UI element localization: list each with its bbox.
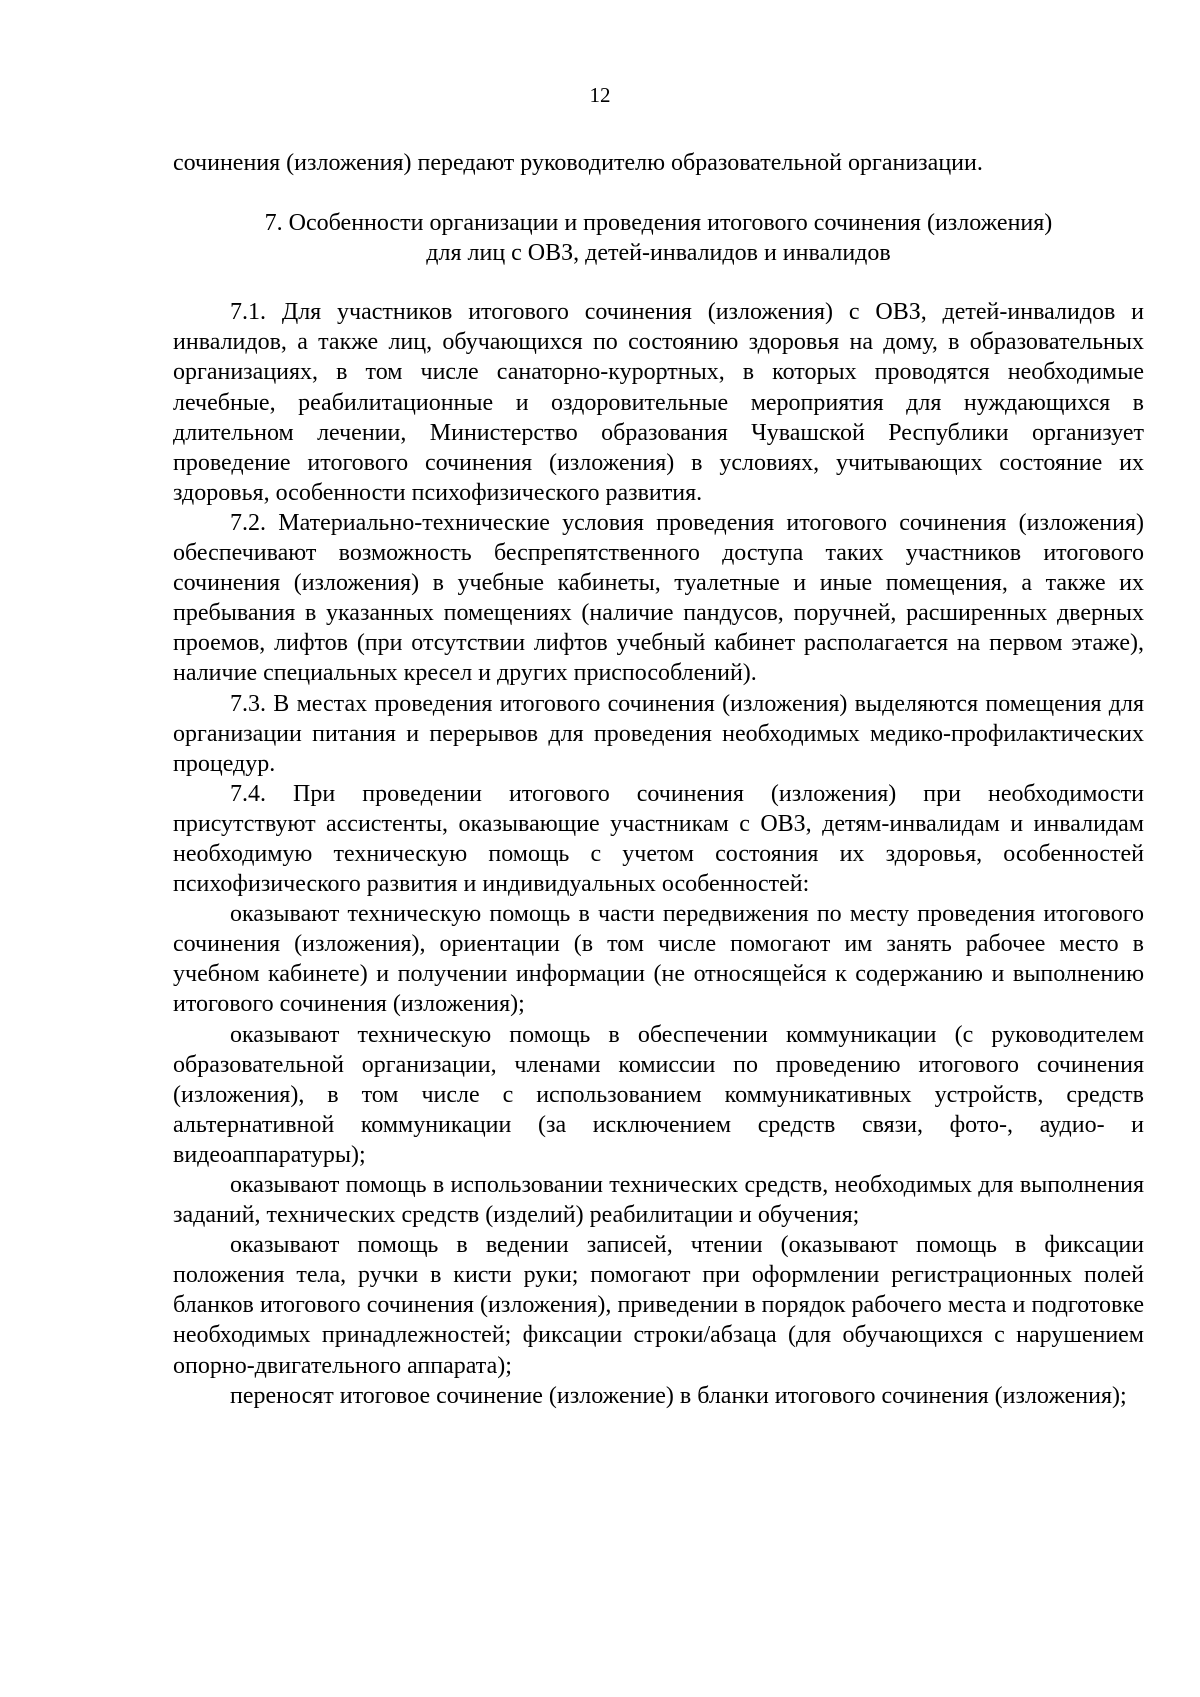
paragraph-7-1: 7.1. Для участников итогового сочинения (изложения) с ОВЗ, детей-инвалидов и инвалидов, а также лиц, обучающихся по состоянию здоровья на дому, в образовательных организациях, в том числе санаторно-курортных, в которых проводятся необходимые лечебные, реабилитационные и оздоровительные мероприятия для нуждающихся в длительном лечении, Министерство образования Чувашской Республики организует проведение итогового сочинения (изложения) в условиях, учитывающих состояние их здоровья, особенности психофизического развития. <box>173 299 1144 506</box>
paragraph-7-2: 7.2. Материально-технические условия проведения итогового сочинения (изложения) обеспечивают возможность беспрепятственного доступа таких участников итогового сочинения (изложения) в учебные кабинеты, туалетные и иные помещения, а также их пребывания в указанных помещениях (наличие пандусов, поручней, расширенных дверных проемов, лифтов (при отсутствии лифтов учебный кабинет располагается на первом этаже), наличие специальных кресел и других приспособлений). <box>173 509 1144 687</box>
list-item: переносят итоговое сочинение (изложение) в бланки итогового сочинения (изложения); <box>230 1382 1127 1409</box>
list-item: оказывают техническую помощь в части передвижения по месту проведения итогового сочинения (изложения), ориентации (в том числе помогают им занять рабочее место в учебном кабинете) и получении информации (не относящейся к содержанию и выполнению итогового сочинения (изложения); <box>173 901 1144 1018</box>
list-item: оказывают техническую помощь в обеспечении коммуникации (с руководителем образовательной организации, членами комиссии по проведению итогового сочинения (изложения), в том числе с использованием коммуникативных устройств, средств альтернативной коммуникации (за исключением средств связи, фото-, аудио- и видеоаппаратуры); <box>173 1021 1144 1168</box>
list-item: оказывают помощь в ведении записей, чтении (оказывают помощь в фиксации положения тела, ручки в кисти руки; помогают при оформлении регистрационных полей бланков итогового сочинения (изложения), приведении в порядок рабочего места и подготовке необходимых принадлежностей; фиксации строки/абзаца (для обучающихся с нарушением опорно-двигательного аппарата); <box>173 1232 1144 1379</box>
document-body <box>173 148 1144 1411</box>
page-number: 12 <box>589 83 611 107</box>
continuation-text: сочинения (изложения) передают руководителю образовательной организации. <box>173 150 983 176</box>
section-heading-line: для лиц с ОВЗ, детей-инвалидов и инвалидов <box>426 240 891 267</box>
paragraph-7-4: 7.4. При проведении итогового сочинения (изложения) при необходимости присутствуют ассистенты, оказывающие участникам с ОВЗ, детям-инвалидам и инвалидам необходимую техническую помощь с учетом состояния их здоровья, особенностей психофизического развития и индивидуальных особенностей: <box>173 780 1144 898</box>
section-heading-line: 7. Особенности организации и проведения итогового сочинения (изложения) <box>264 210 1053 237</box>
paragraph-7-3: 7.3. В местах проведения итогового сочинения (изложения) выделяются помещения для организации питания и перерывов для проведения необходимых медико-профилактических процедур. <box>173 690 1144 777</box>
section-heading <box>173 208 1144 268</box>
list-item: оказывают помощь в использовании технических средств, необходимых для выполнения заданий, технических средств (изделий) реабилитации и обучения; <box>173 1172 1144 1229</box>
